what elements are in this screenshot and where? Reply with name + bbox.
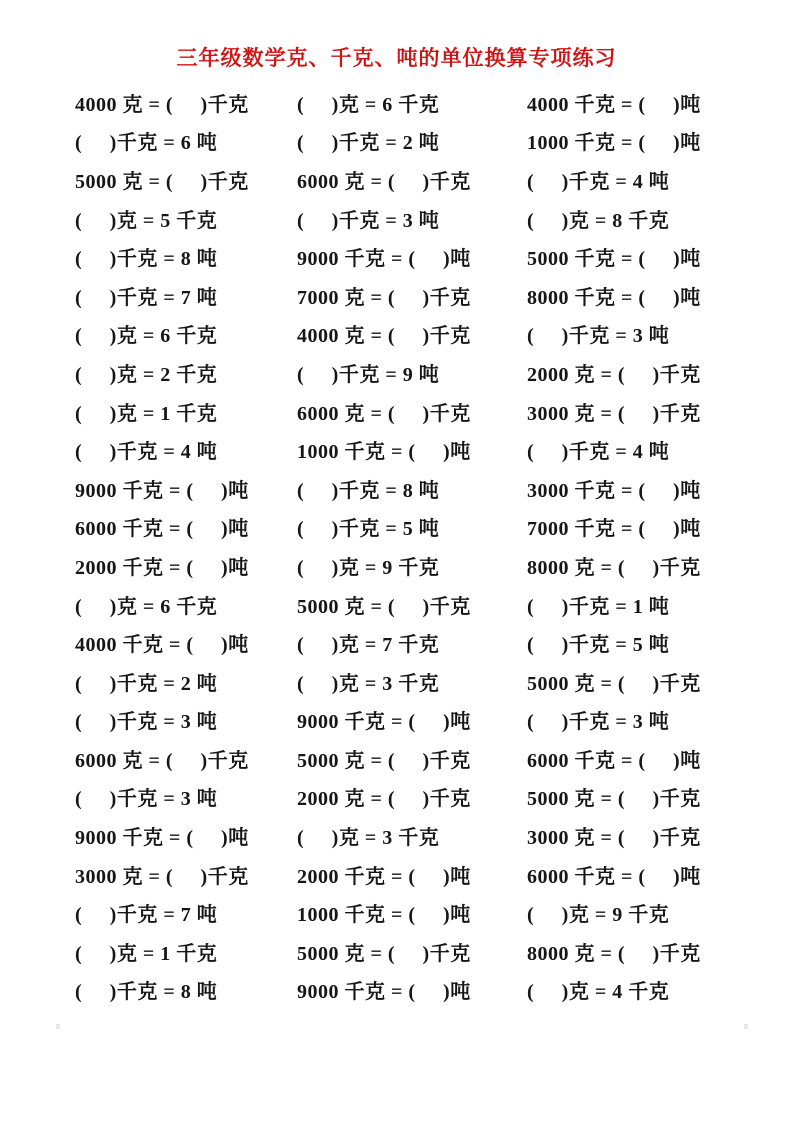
problem-cell: ( )千克 = 8 吨 <box>75 248 218 271</box>
problem-cell: 4000 千克 = ( )吨 <box>75 634 249 657</box>
problem-cell: ( )千克 = 2 吨 <box>297 132 440 155</box>
problem-cell: 7000 千克 = ( )吨 <box>527 518 701 541</box>
problem-cell: ( )千克 = 5 吨 <box>297 518 440 541</box>
problem-cell: 3000 克 = ( )千克 <box>75 865 249 888</box>
problem-cell: ( )千克 = 3 吨 <box>297 209 440 232</box>
problem-cell: 2000 克 = ( )千克 <box>297 788 471 811</box>
scan-artifact <box>744 1024 748 1029</box>
problem-cell: ( )千克 = 4 吨 <box>527 170 670 193</box>
problem-cell: 4000 千克 = ( )吨 <box>527 93 701 116</box>
problem-cell: 6000 克 = ( )千克 <box>75 749 249 772</box>
problem-row <box>75 971 753 1010</box>
problem-cell: 8000 克 = ( )千克 <box>527 942 701 965</box>
problem-cell: 7000 克 = ( )千克 <box>297 286 471 309</box>
problem-cell: 2000 千克 = ( )吨 <box>75 556 249 579</box>
problem-row <box>75 816 753 855</box>
problem-cell: ( )克 = 9 千克 <box>297 556 440 579</box>
problem-cell: 9000 千克 = ( )吨 <box>75 827 249 850</box>
problem-row <box>75 508 753 547</box>
problem-cell: 3000 克 = ( )千克 <box>527 402 701 425</box>
problem-row <box>75 276 753 315</box>
problem-cell: ( )克 = 8 千克 <box>527 209 670 232</box>
problem-cell: ( )千克 = 4 吨 <box>527 441 670 464</box>
problem-cell: 8000 克 = ( )千克 <box>527 556 701 579</box>
problem-row <box>75 469 753 508</box>
scan-artifact <box>56 1024 60 1029</box>
problem-cell: 9000 千克 = ( )吨 <box>297 981 471 1004</box>
problem-cell: 2000 千克 = ( )吨 <box>297 865 471 888</box>
problem-cell: 3000 千克 = ( )吨 <box>527 479 701 502</box>
problem-row <box>75 778 753 817</box>
problem-cell: ( )克 = 3 千克 <box>297 827 440 850</box>
problem-cell: ( )千克 = 3 吨 <box>527 325 670 348</box>
problem-cell: ( )千克 = 3 吨 <box>75 788 218 811</box>
problem-cell: 9000 千克 = ( )吨 <box>75 479 249 502</box>
problem-cell: ( )千克 = 3 吨 <box>527 711 670 734</box>
problem-rows <box>75 83 753 1009</box>
problem-cell: ( )克 = 5 千克 <box>75 209 218 232</box>
problem-row <box>75 199 753 238</box>
problem-row <box>75 122 753 161</box>
problem-cell: ( )千克 = 2 吨 <box>75 672 218 695</box>
problem-row <box>75 585 753 624</box>
problem-cell: 2000 克 = ( )千克 <box>527 363 701 386</box>
problem-row <box>75 893 753 932</box>
problem-cell: ( )克 = 6 千克 <box>297 93 440 116</box>
problem-cell: 6000 克 = ( )千克 <box>297 402 471 425</box>
problem-cell: ( )克 = 1 千克 <box>75 942 218 965</box>
problem-cell: ( )克 = 3 千克 <box>297 672 440 695</box>
problem-row <box>75 160 753 199</box>
page-title: 三年级数学克、千克、吨的单位换算专项练习 <box>176 47 617 70</box>
problem-cell: ( )千克 = 8 吨 <box>75 981 218 1004</box>
problem-cell: 8000 千克 = ( )吨 <box>527 286 701 309</box>
problem-cell: 5000 克 = ( )千克 <box>527 672 701 695</box>
problem-row <box>75 932 753 971</box>
problem-cell: ( )克 = 9 千克 <box>527 904 670 927</box>
problem-cell: 5000 千克 = ( )吨 <box>527 248 701 271</box>
problem-cell: ( )千克 = 7 吨 <box>75 904 218 927</box>
problem-row <box>75 83 753 122</box>
problem-row <box>75 546 753 585</box>
problem-cell: 5000 克 = ( )千克 <box>297 595 471 618</box>
problem-row <box>75 430 753 469</box>
problem-cell: ( )克 = 6 千克 <box>75 595 218 618</box>
problem-cell: 5000 克 = ( )千克 <box>527 788 701 811</box>
problem-cell: ( )千克 = 4 吨 <box>75 441 218 464</box>
problem-row <box>75 237 753 276</box>
problem-cell: 5000 克 = ( )千克 <box>75 170 249 193</box>
problem-row <box>75 392 753 431</box>
problem-cell: ( )千克 = 1 吨 <box>527 595 670 618</box>
problem-cell: 9000 千克 = ( )吨 <box>297 711 471 734</box>
problem-cell: 4000 克 = ( )千克 <box>297 325 471 348</box>
problem-cell: ( )克 = 7 千克 <box>297 634 440 657</box>
problem-cell: 4000 克 = ( )千克 <box>75 93 249 116</box>
problem-cell: 1000 千克 = ( )吨 <box>297 441 471 464</box>
problem-cell: ( )克 = 2 千克 <box>75 363 218 386</box>
problem-cell: ( )千克 = 7 吨 <box>75 286 218 309</box>
problem-row <box>75 353 753 392</box>
problem-cell: 5000 克 = ( )千克 <box>297 749 471 772</box>
problem-cell: 6000 千克 = ( )吨 <box>75 518 249 541</box>
problem-cell: ( )千克 = 9 吨 <box>297 363 440 386</box>
problem-cell: 1000 千克 = ( )吨 <box>297 904 471 927</box>
problem-cell: 6000 克 = ( )千克 <box>297 170 471 193</box>
problem-cell: ( )千克 = 6 吨 <box>75 132 218 155</box>
problem-cell: 9000 千克 = ( )吨 <box>297 248 471 271</box>
problem-cell: 6000 千克 = ( )吨 <box>527 865 701 888</box>
problem-row <box>75 739 753 778</box>
problem-row <box>75 855 753 894</box>
problem-cell: ( )千克 = 3 吨 <box>75 711 218 734</box>
problem-cell: ( )千克 = 5 吨 <box>527 634 670 657</box>
problem-cell: ( )克 = 6 千克 <box>75 325 218 348</box>
problem-cell: 1000 千克 = ( )吨 <box>527 132 701 155</box>
problem-cell: ( )克 = 1 千克 <box>75 402 218 425</box>
problem-cell: 3000 克 = ( )千克 <box>527 827 701 850</box>
problem-cell: ( )千克 = 8 吨 <box>297 479 440 502</box>
problem-row <box>75 315 753 354</box>
problem-cell: 6000 千克 = ( )吨 <box>527 749 701 772</box>
problem-cell: ( )克 = 4 千克 <box>527 981 670 1004</box>
problem-row <box>75 623 753 662</box>
problem-row <box>75 701 753 740</box>
problem-row <box>75 662 753 701</box>
problem-cell: 5000 克 = ( )千克 <box>297 942 471 965</box>
